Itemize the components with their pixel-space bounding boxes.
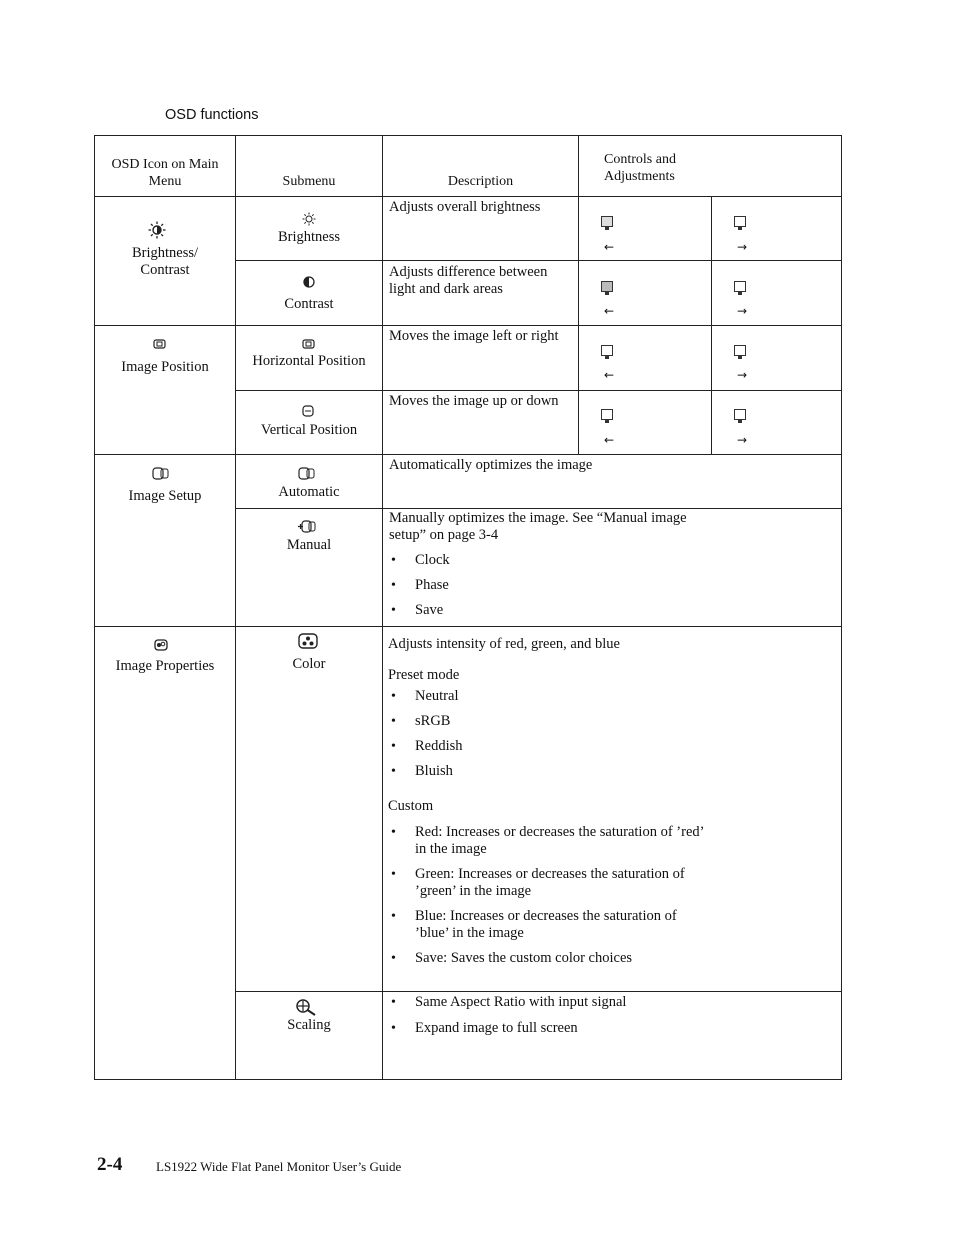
image-setup-icon	[151, 465, 171, 481]
image-position-label: Image Position	[121, 359, 209, 375]
horizontal-left-arrow[interactable]: ←	[604, 368, 615, 382]
header-osd-icon: OSD Icon on Main Menu	[111, 157, 219, 189]
header-controls: Controls and Adjustments	[604, 152, 676, 184]
scaling-label: Scaling	[287, 1017, 331, 1033]
automatic-label: Automatic	[278, 484, 340, 500]
scaling-icon	[293, 997, 319, 1017]
contrast-increase-icon	[734, 281, 746, 292]
horizontal-position-description: Moves the image left or right	[389, 328, 559, 344]
image-properties-icon	[151, 637, 171, 653]
brightness-icon	[299, 211, 319, 227]
custom-save: Save: Saves the custom color choices	[415, 950, 633, 966]
header-submenu: Submenu	[282, 174, 336, 189]
horizontal-right-icon	[734, 345, 746, 356]
osd-functions-table: OSD Icon on Main Menu Submenu Description Controls and Adjustments Brightness/ Contrast Brightness Adjusts overall brightness ← → Contrast Adjusts difference between light and dark areas ← → Image Position Horizontal Position Moves the image left or right ← → Vertical Position Moves the image up or down ← → Image Setup Automatic Automatically optimizes the image Manual Manually optimizes the image. See “Manual image setup” on page 3-4 • Clock • Phase • Save Image Properties Color Adjusts intensity of red, green, and blue Preset mode • Neutral • sRGB • Reddish • Bluish Custom • Red: Increases or decreases the saturation of ’red’ in the image • Green: Increases or decreases the saturation of ’green’ in the image • Blue: Increases or decreases the saturation of ’blue’ in the image • Save: Saves the custom color choices Scaling • Same Aspect Ratio with input signal • Expand image to full screen	[94, 135, 842, 1080]
contrast-label: Contrast	[284, 296, 334, 312]
color-description: Adjusts intensity of red, green, and blue	[388, 636, 620, 652]
horizontal-position-label: Horizontal Position	[252, 353, 366, 369]
manual-description: Manually optimizes the image. See “Manual image setup” on page 3-4	[389, 510, 687, 543]
scaling-expand: Expand image to full screen	[415, 1020, 578, 1036]
vertical-position-icon	[298, 404, 318, 418]
section-title: OSD functions	[165, 107, 259, 123]
horizontal-position-icon	[298, 338, 318, 350]
horizontal-left-icon	[601, 345, 613, 356]
brightness-increase-icon	[734, 216, 746, 227]
manual-bullet-clock: Clock	[415, 552, 450, 568]
vertical-right-arrow[interactable]: →	[737, 433, 748, 447]
custom-red: Red: Increases or decreases the saturation of ’red’ in the image	[415, 824, 704, 857]
preset-neutral: Neutral	[415, 688, 459, 704]
automatic-icon	[297, 465, 317, 481]
contrast-icon	[299, 274, 319, 290]
image-setup-label: Image Setup	[128, 488, 202, 504]
header-description: Description	[447, 174, 514, 189]
color-label: Color	[292, 656, 326, 672]
contrast-left-arrow[interactable]: ←	[604, 304, 615, 318]
color-icon	[296, 632, 320, 650]
vertical-position-description: Moves the image up or down	[389, 393, 559, 409]
brightness-description: Adjusts overall brightness	[389, 199, 541, 215]
vertical-down-icon	[734, 409, 746, 420]
contrast-decrease-icon	[601, 281, 613, 292]
preset-mode-label: Preset mode	[388, 667, 460, 683]
manual-bullet-save: Save	[415, 602, 444, 618]
sun-icon	[147, 222, 167, 238]
custom-label: Custom	[388, 798, 434, 814]
footer-title: LS1922 Wide Flat Panel Monitor User’s Guide	[156, 1159, 402, 1174]
manual-label: Manual	[286, 537, 332, 553]
image-properties-label: Image Properties	[115, 658, 215, 674]
page-number: 2-4	[97, 1154, 123, 1175]
image-position-icon	[149, 338, 169, 350]
brightness-decrease-icon	[601, 216, 613, 227]
contrast-description: Adjusts difference between light and dark areas	[389, 264, 548, 297]
brightness-contrast-label: Brightness/ Contrast	[131, 245, 199, 278]
automatic-description: Automatically optimizes the image	[389, 457, 593, 473]
contrast-right-arrow[interactable]: →	[737, 304, 748, 318]
vertical-up-icon	[601, 409, 613, 420]
vertical-left-arrow[interactable]: ←	[604, 433, 615, 447]
scaling-same-aspect: Same Aspect Ratio with input signal	[415, 994, 627, 1010]
manual-bullet-phase: Phase	[415, 577, 449, 593]
brightness-right-arrow[interactable]: →	[737, 240, 748, 254]
brightness-label: Brightness	[277, 229, 341, 245]
preset-srgb: sRGB	[415, 713, 451, 729]
horizontal-right-arrow[interactable]: →	[737, 368, 748, 382]
manual-icon	[296, 518, 318, 534]
preset-bluish: Bluish	[415, 763, 453, 779]
vertical-position-label: Vertical Position	[260, 422, 358, 438]
custom-blue: Blue: Increases or decreases the saturation of ’blue’ in the image	[415, 908, 677, 941]
preset-reddish: Reddish	[415, 738, 463, 754]
custom-green: Green: Increases or decreases the saturation of ’green’ in the image	[415, 866, 685, 899]
brightness-left-arrow[interactable]: ←	[604, 240, 615, 254]
